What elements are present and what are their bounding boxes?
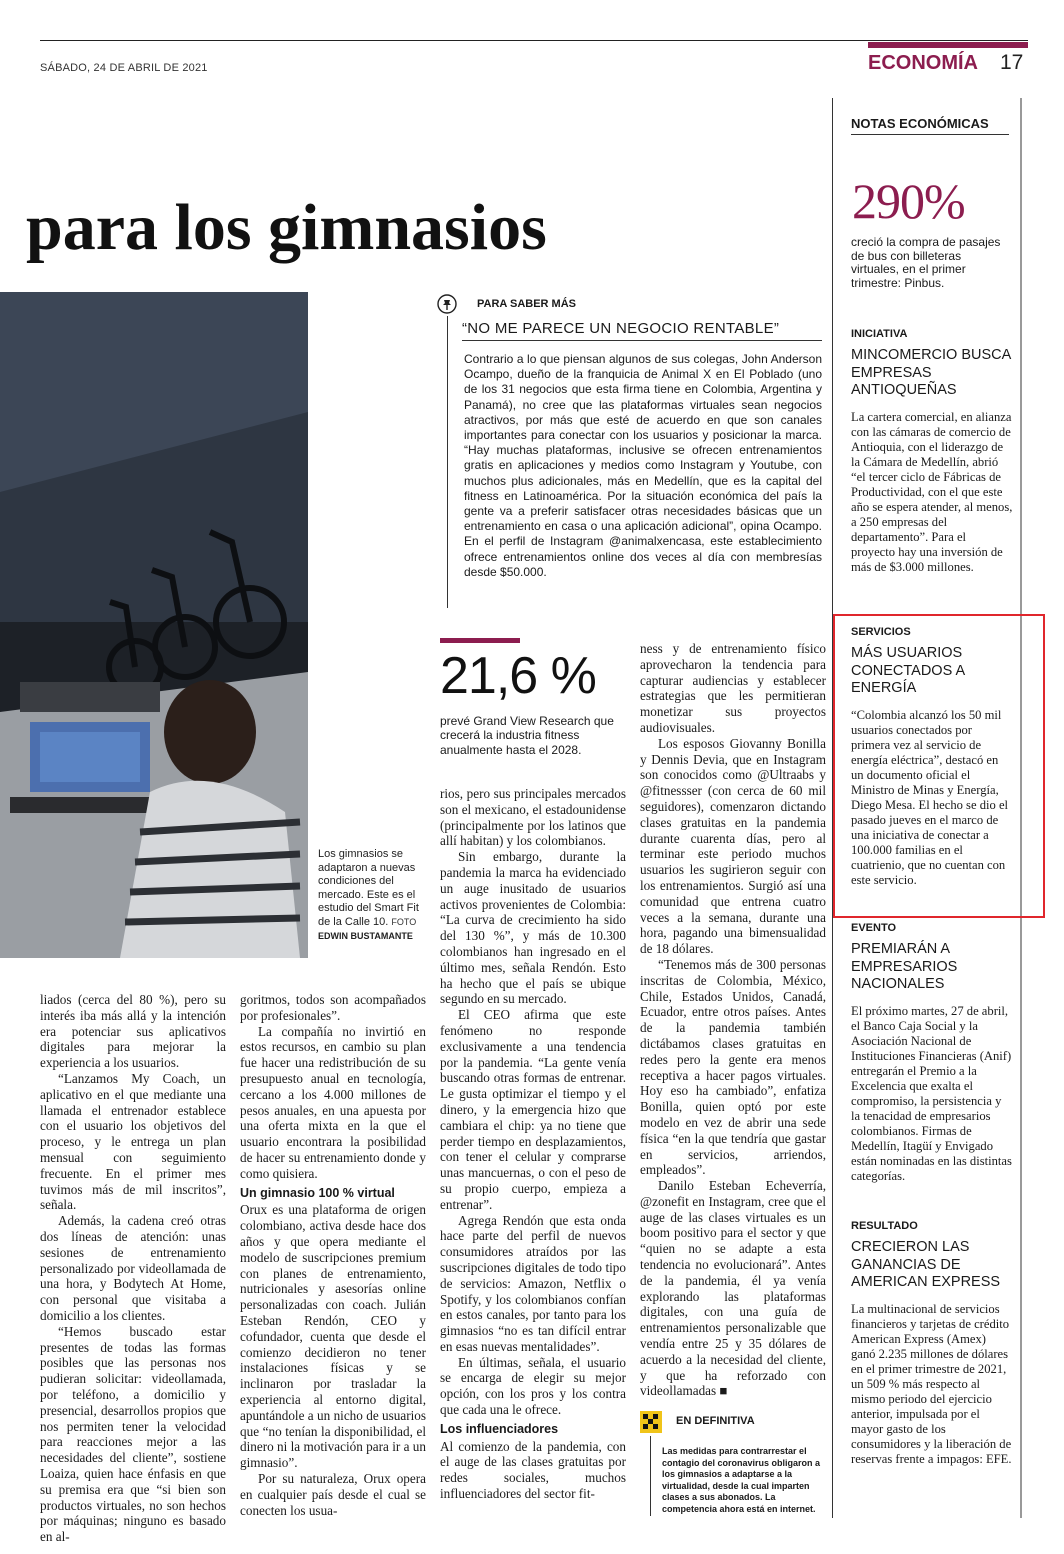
para-saber-mas-label: PARA SABER MÁS (477, 298, 577, 310)
paragraph: Sin embargo, durante la pandemia la marca ha evidenciado un auge inusitado de usuarios activos provenientes de Colombia: “La curva de crecimiento ha sido del 130 %”, y más de 10.300 colombianos han ingresado en el último mes, señala Rendón. Esto ha hecho que el país se ubique segundo en su mercado. (440, 849, 626, 1007)
sidebar-title-rule (851, 134, 1009, 135)
stat-text: prevé Grand View Research que crecerá la industria fitness anualmente hasta el 2028. (440, 714, 614, 757)
sidebar-note-iniciativa (851, 328, 1013, 575)
sidebar-title: NOTAS ECONÓMICAS (851, 116, 989, 131)
paragraph: rios, pero sus principales mercados son el mexicano, el estadounidense (principalmente por los latinos que allí habitan) y los colombianos. (440, 786, 626, 849)
paragraph: Además, la cadena creó otras dos líneas de atención: unas sesiones de entrenamiento personalizado por videollamada de una hora, y Bodytech At Home, con personal que visitaba a domicilio a los clientes. (40, 1213, 226, 1323)
paragraph: Danilo Esteban Echeverría, @zonefit en Instagram, cree que el auge de las clases virtuales es un boom positivo para el sector y que “quien no se adapte a esta tendencia no evolucionará”. Antes de la pandemia, él ya venía explorando las plataformas digitales, con una guía de entrenamientos personalizable que vendía entre 25 y 35 dólares de acuerdo a la necesidad del cliente, y que ha reforzado con videollamadas ■ (640, 1178, 826, 1399)
en-definitiva-line (650, 1436, 651, 1516)
paragraph: En últimas, señala, el usuario se encarga de elegir su mejor opción, con los pros y los contra que cada una le ofrece. (440, 1354, 626, 1418)
paragraph: El CEO afirma que este fenómeno no responde exclusivamente a una tendencia por la pandemia. “La gente venía buscando otras formas de entrenar. Le gusta optimizar el tiempo y el dinero, y la emergencia hizo que cambiara el chip: ya no tiene que perder tiempo en desplazamientos, con tener el celular y comprarse unas mancuernas, o con el peso de su propio cuerpo, empieza a entrenar”. (440, 1007, 626, 1212)
sidebar-stat-text: creció la compra de pasajes de bus con billeteras virtuales, en el primer trimestre: Pinbus. (851, 235, 1001, 290)
issue-date: SÁBADO, 24 DE ABRIL DE 2021 (40, 62, 208, 74)
section-tab-bar (868, 42, 1028, 48)
note-body: La cartera comercial, en alianza con las cámaras de comercio de Antioquia, con el liderazgo de la Cámara de Medellín, abrió “el tercer ciclo de Fábricas de Productividad, con el que este año se espera atender, al menos, a 250 empresas del departamento”. Para el proyecto hay una inversión de más de $3.000 millones. (851, 409, 1013, 574)
gym-photo-illustration (0, 292, 308, 958)
note-title: PREMIARÁN A EMPRESARIOS NACIONALES (851, 941, 958, 992)
note-title: MÁS USUARIOS CONECTADOS A ENERGÍA (851, 645, 965, 696)
note-body: La multinacional de servicios financieros y tarjetas de crédito American Express (Amex) ganó 2.235 millones de dólares en el primer trimestre de 2021, un 509 % más respecto al mismo periodo del ejercicio anterior, impulsada por el mayor gasto de los consumidores y la liberación de reservas frente a impagos: EFE. (851, 1301, 1012, 1466)
pin-icon (437, 294, 457, 314)
caption-text: Los gimnasios se adaptaron a nuevas condiciones del mercado. Este es el estudio del Smart Fit de la Calle 10. (318, 848, 419, 928)
article-column-2 (240, 992, 426, 1518)
stat-value: 21,6 % (440, 647, 596, 705)
paragraph: Los esposos Giovanny Bonilla y Dennis Devia, que en Instagram son conocidos como @Ultraabs y @fitnessser (con cerca de 60 mil seguidores), comenzaron dictando clases gratuitas en la pandemia durante cuarenta días, pero al terminar este periodo muchos usuarios les sugirieron seguir con los entrenamientos. Surgió así una comunidad que entrena cuatro veces a la semana, durante una hora, pagando una bimensualidad de 18 dólares. (640, 735, 826, 957)
sidebar-note-resultado (851, 1220, 1013, 1467)
paragraph: “Lanzamos My Coach, un aplicativo en el que mediante una llamada el entrenador establece con el usuario los objetivos del proceso, y le entrega un plan mensual con seguimiento frecuente. En el primer mes tuvimos más de mil inscritos”, señala. (40, 1070, 226, 1213)
note-kicker: SERVICIOS (851, 626, 911, 638)
section-name: ECONOMÍA (868, 52, 978, 74)
paragraph: goritmos, todos son acompañados por profesionales”. (240, 992, 426, 1023)
sidebar-stat-value: 290% (852, 173, 965, 229)
paragraph: Al comienzo de la pandemia, con el auge de las clases gratuitas por redes sociales, muchos influenciadores del sector fit- (440, 1438, 626, 1502)
note-title: CRECIERON LAS GANANCIAS DE AMERICAN EXPRESS (851, 1239, 1001, 1290)
paragraph: Orux es una plataforma de origen colombiano, activa desde hace dos años y que opera mediante el modelo de suscripciones premium con planes de entrenamiento, nutricionales y asesorías online personalizadas con coach. Julián Esteban Rendón, CEO y cofundador, cuenta que desde el comienzo decidieron no tener instalaciones físicas y se inclinaron por trasladar la experiencia al entorno digital, apuntándole a un nicho de usuarios que “no tenían la disponibilidad, el dinero ni la motivación para ir a un gimnasio”. (240, 1202, 426, 1471)
subheading: Los influenciadores (440, 1421, 559, 1436)
para-saber-mas-title: “NO ME PARECE UN NEGOCIO RENTABLE” (462, 320, 780, 337)
article-photo (0, 292, 308, 958)
article-column-4 (640, 641, 826, 1399)
paragraph: liados (cerca del 80 %), pero su interés iba más allá y la intención era potenciar sus aplicativos digitales para mejorar la experiencia a los usuarios. (40, 992, 226, 1071)
en-definitiva-label: EN DEFINITIVA (676, 1415, 755, 1427)
note-kicker: RESULTADO (851, 1220, 918, 1232)
caption-credit-label: FOTO (391, 916, 417, 927)
note-kicker: INICIATIVA (851, 328, 908, 340)
para-saber-mas-rule (462, 340, 822, 341)
paragraph: “Tenemos más de 300 personas inscritas de Colombia, México, Chile, Estados Unidos, Canadá, Ecuador, entre otros países. Antes de la pandemia también dictábamos clases gratuitas en redes pero la gente era menos receptiva a hacer pagos virtuales. Hoy eso ha cambiado”, enfatiza Bonilla, quien optó por este modelo en vez de abrir una sede física “en la que tendría que gastar en servicios, arriendos, empleados”. (640, 956, 826, 1178)
checkered-icon (640, 1411, 662, 1433)
note-body: El próximo martes, 27 de abril, el Banco Caja Social y la Asociación Nacional de Instituciones Financieras (Anif) entregarán el Premio a la Excelencia que exalta el compromiso, la persistencia y la tenacidad de empresarios colombianos. Firmas de Medellín, Itagüí y Envigado están nominadas en las distintas categorías. (851, 1003, 1012, 1183)
caption-credit-name: EDWIN BUSTAMANTE (318, 931, 413, 941)
highlight-box (833, 614, 1045, 918)
paragraph: La compañía no invirtió en estos recursos, en cambio su plan fue hacer una redistribución de su presupuesto anual en tecnología, cercano a los 4.000 millones de pesos anuales, en una apuesta por una oferta mixta en la que el usuario encontrara la posibilidad de hacer su entrenamiento donde y como quisiera. (240, 1023, 426, 1181)
article-column-3 (440, 786, 626, 1502)
note-kicker: EVENTO (851, 922, 897, 934)
paragraph: Por su naturaleza, Orux opera en cualquier país desde el cual se conecten los usua- (240, 1470, 426, 1518)
note-body: “Colombia alcanzó los 50 mil usuarios conectados por primera vez al servicio de energía eléctrica”, destacó en un documento oficial el Ministro de Minas y Energía, Diego Mesa. El hecho se dio el pasado jueves en el marco de una iniciativa de conectar a 100.000 familias en el cuatrienio, que no cuentan con este servicio. (851, 707, 1009, 887)
photo-caption (318, 848, 420, 944)
note-title: MINCOMERCIO BUSCA EMPRESAS ANTIOQUEÑAS (851, 347, 1011, 398)
paragraph: Agrega Rendón que esta onda hace parte del perfil de nuevos consumidores atraídos por las suscripciones digitales de todo tipo de servicios: Amazon, Netflix o Spotify, y los colombianos confían en estos canales, por tanto para los gimnasios “no es tan difícil entrar en esas nuevas mentalidades”. (440, 1212, 626, 1354)
article-column-1 (40, 992, 226, 1545)
sidebar-note-evento (851, 922, 1013, 1184)
page-number: 17 (1000, 51, 1024, 74)
para-saber-mas-body: Contrario a lo que piensan algunos de sus colegas, John Anderson Ocampo, dueño de la franquicia de Animal X en El Poblado (uno de los 31 negocios que esta firma tiene en Colombia, Argentina y Panamá), no cree que las plataformas virtuales sean negocios atractivos, por más que esté de acuerdo en que son canales importantes para conectar con los usuarios y posicionar la marca. “Hay muchas plataformas, inclusive se ofrecen entrenamientos gratis en aplicaciones y medios como Instagram y Youtube, con muchos plus adicionales, más en Medellín, que es la capital del fitness en Latinoamérica. Por la situación económica del país la gente va a preferir satisfacer otras necesidades básicas que un entrenamiento en casa o una aplicación adicional”, opina Ocampo. En el perfil de Instagram @animalxencasa, este establecimiento ofrece entrenamientos online dos veces al día con membresías desde $50.000. (464, 352, 822, 579)
article-headline: para los gimnasios (26, 191, 547, 264)
para-saber-mas-line (447, 316, 448, 608)
top-rule (40, 40, 1028, 41)
en-definitiva-body: Las medidas para contrarrestar el contagio del coronavirus obligaron a los gimnasios a adaptarse a la virtualidad, desde la cual imparten clases a sus abonados. La competencia ahora está en internet. (662, 1446, 821, 1514)
subheading: Un gimnasio 100 % virtual (240, 1185, 395, 1200)
paragraph: “Hemos buscado estar presentes de todas las formas posibles que las personas nos pudieran solicitar: videollamada, por teléfono, a domicilio y presencial, desarrollos propios que nos permiten tener la velocidad para reacciones mejor a las necesidades del cliente”, sostiene Loaiza, quien hace énfasis en que su premisa era que “si bien son productos virtuales, no son hechos por máquinas; ninguno es basado en al- (40, 1323, 226, 1545)
paragraph: ness y de entrenamiento físico aprovecharon la tendencia para capturar audiencias y establecer estrategias que les permitieran monetizar sus proyectos audiovisuales. (640, 641, 826, 735)
stat-accent-bar (440, 638, 520, 643)
